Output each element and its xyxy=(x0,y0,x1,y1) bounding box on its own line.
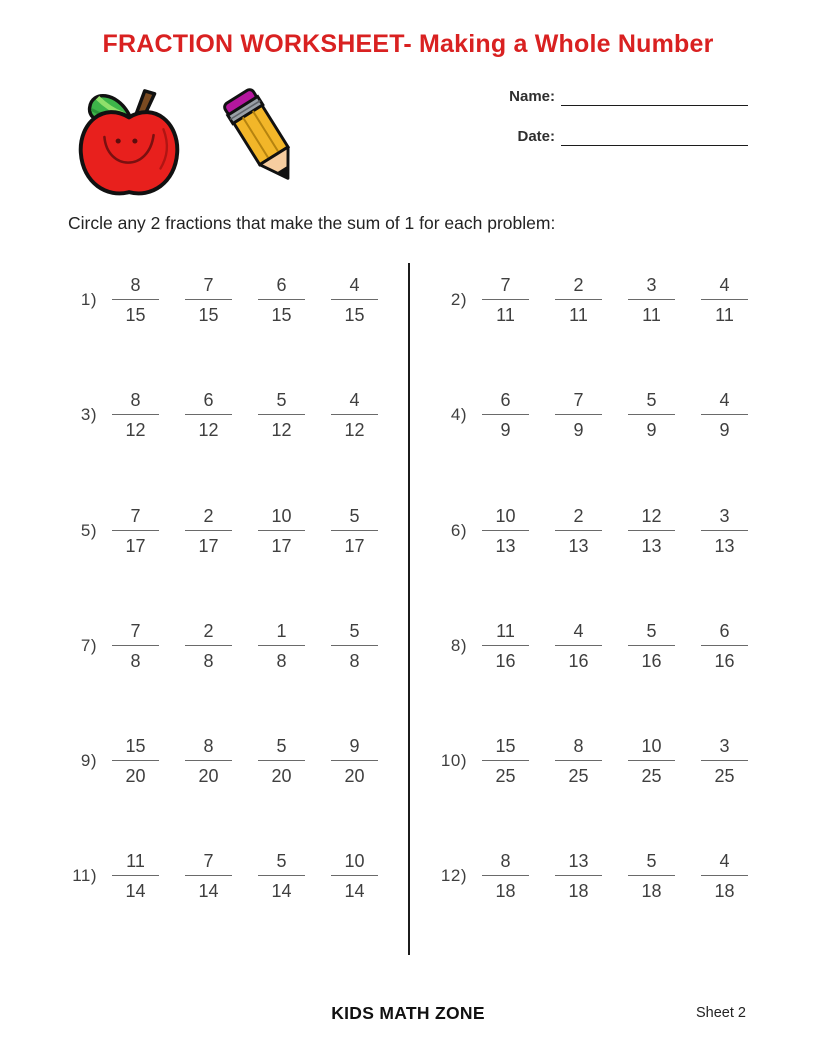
problem-row xyxy=(64,494,409,609)
fraction-numerator: 7 xyxy=(573,390,584,411)
fraction-numerator: 2 xyxy=(573,505,584,526)
problem-row xyxy=(434,609,779,724)
fraction-denominator: 20 xyxy=(344,766,365,787)
fraction-numerator: 10 xyxy=(641,736,662,757)
fraction[interactable] xyxy=(331,389,378,441)
fraction-numerator: 8 xyxy=(203,736,214,757)
fractions-group xyxy=(112,505,378,557)
pencil-clipart-svg xyxy=(210,86,318,194)
problem-number: 9) xyxy=(80,751,97,771)
fraction[interactable] xyxy=(331,505,378,557)
fraction[interactable] xyxy=(258,850,305,902)
fraction-numerator: 4 xyxy=(719,851,730,872)
problem-row xyxy=(434,494,779,609)
fraction[interactable] xyxy=(628,274,675,326)
fraction[interactable] xyxy=(701,389,748,441)
fraction-denominator: 13 xyxy=(714,535,735,556)
fraction-numerator: 8 xyxy=(130,390,141,411)
problem-number: 10) xyxy=(440,751,467,771)
fraction-denominator: 20 xyxy=(271,766,292,787)
fraction-denominator: 8 xyxy=(276,650,287,671)
fraction-numerator: 4 xyxy=(719,390,730,411)
fraction[interactable] xyxy=(628,850,675,902)
fraction[interactable] xyxy=(331,620,378,672)
fraction-denominator: 11 xyxy=(496,305,515,325)
fraction-denominator: 25 xyxy=(641,766,662,787)
fraction-denominator: 17 xyxy=(271,535,292,556)
fraction[interactable] xyxy=(112,735,159,787)
fraction-numerator: 8 xyxy=(500,851,511,872)
fraction-numerator: 7 xyxy=(500,275,511,295)
fraction[interactable] xyxy=(555,620,602,672)
fraction-denominator: 20 xyxy=(125,766,146,787)
fraction[interactable] xyxy=(555,274,602,326)
fraction[interactable] xyxy=(628,389,675,441)
fraction-denominator: 13 xyxy=(641,535,662,556)
fraction-denominator: 25 xyxy=(714,766,735,787)
fraction[interactable] xyxy=(628,620,675,672)
fraction-numerator: 6 xyxy=(203,390,214,411)
fraction-numerator: 11 xyxy=(496,620,515,641)
fraction-numerator: 15 xyxy=(495,736,516,757)
fraction-numerator: 2 xyxy=(203,620,214,641)
fraction[interactable] xyxy=(555,389,602,441)
problem-row xyxy=(434,263,779,378)
fraction-numerator: 8 xyxy=(573,736,584,757)
fraction-denominator: 14 xyxy=(125,881,146,902)
fraction-denominator: 20 xyxy=(198,766,219,787)
problem-number: 7) xyxy=(80,635,97,655)
fraction-denominator: 9 xyxy=(573,420,584,441)
fraction[interactable] xyxy=(701,274,748,326)
fraction-numerator: 5 xyxy=(349,620,360,641)
problems-column-left xyxy=(64,263,409,955)
fraction-numerator: 4 xyxy=(349,390,360,411)
problem-number: 8) xyxy=(450,635,467,655)
fraction-denominator: 18 xyxy=(568,881,589,902)
fraction[interactable] xyxy=(112,620,159,672)
fraction-denominator: 17 xyxy=(125,535,146,556)
fraction-denominator: 12 xyxy=(344,420,365,441)
fraction-denominator: 9 xyxy=(500,420,511,441)
fraction[interactable] xyxy=(628,505,675,557)
fractions-group xyxy=(482,389,748,441)
fraction[interactable] xyxy=(331,274,378,326)
fraction-numerator: 5 xyxy=(646,851,657,872)
fraction-denominator: 25 xyxy=(568,766,589,787)
fraction[interactable] xyxy=(185,620,232,672)
fraction-denominator: 18 xyxy=(714,881,735,902)
fraction[interactable] xyxy=(112,850,159,902)
fraction-denominator: 14 xyxy=(271,881,292,902)
problem-row xyxy=(434,378,779,493)
fraction-denominator: 15 xyxy=(344,305,365,325)
fraction[interactable] xyxy=(112,505,159,557)
fraction-numerator: 11 xyxy=(126,851,145,872)
fraction[interactable] xyxy=(185,735,232,787)
fraction-numerator: 7 xyxy=(203,851,214,872)
fraction-numerator: 3 xyxy=(646,275,657,295)
fraction-numerator: 7 xyxy=(203,275,214,295)
date-input-line[interactable] xyxy=(561,130,748,146)
fraction-denominator: 17 xyxy=(198,535,219,556)
fraction[interactable] xyxy=(701,850,748,902)
fractions-group xyxy=(112,274,378,326)
fraction-numerator: 3 xyxy=(719,736,730,757)
problem-number: 1) xyxy=(80,290,97,309)
fractions-group xyxy=(482,850,748,902)
problem-row xyxy=(64,609,409,724)
fraction[interactable] xyxy=(258,620,305,672)
fraction-denominator: 13 xyxy=(495,535,516,556)
fraction[interactable] xyxy=(701,505,748,557)
fraction-numerator: 7 xyxy=(130,505,141,526)
fraction-numerator: 7 xyxy=(130,620,141,641)
fraction-denominator: 8 xyxy=(203,650,214,671)
footer-brand: KIDS MATH ZONE xyxy=(331,1003,485,1023)
fraction[interactable] xyxy=(482,620,529,672)
fraction[interactable] xyxy=(331,735,378,787)
problem-row xyxy=(434,839,779,954)
fraction-numerator: 5 xyxy=(646,620,657,641)
fraction-denominator: 15 xyxy=(125,305,146,325)
fraction-numerator: 5 xyxy=(276,736,287,757)
date-field-row xyxy=(505,128,748,146)
fraction-numerator: 3 xyxy=(719,505,730,526)
name-label: Name: xyxy=(509,88,555,105)
instruction-text: Circle any 2 fractions that make the sum of 1 for each problem: xyxy=(68,213,556,233)
fraction-denominator: 14 xyxy=(198,881,219,902)
fraction[interactable] xyxy=(258,274,305,326)
fractions-group xyxy=(482,505,748,557)
fraction-denominator: 12 xyxy=(271,420,292,441)
fraction-denominator: 15 xyxy=(271,305,292,325)
problems-column-right xyxy=(434,263,779,955)
fraction[interactable] xyxy=(701,620,748,672)
fraction[interactable] xyxy=(112,274,159,326)
name-field-row xyxy=(505,88,748,106)
fraction[interactable] xyxy=(258,389,305,441)
fraction[interactable] xyxy=(482,505,529,557)
fractions-group xyxy=(112,850,378,902)
fraction[interactable] xyxy=(185,274,232,326)
fraction-denominator: 14 xyxy=(344,881,365,902)
fraction-numerator: 5 xyxy=(276,851,287,872)
fraction-numerator: 10 xyxy=(344,851,365,872)
fraction-numerator: 15 xyxy=(125,736,146,757)
fraction-numerator: 5 xyxy=(276,390,287,411)
fraction[interactable] xyxy=(628,735,675,787)
fraction[interactable] xyxy=(185,505,232,557)
problem-number: 11) xyxy=(72,866,97,886)
fraction-numerator: 5 xyxy=(349,505,360,526)
fraction-denominator: 12 xyxy=(125,420,146,441)
fraction-denominator: 9 xyxy=(646,420,657,441)
fraction-numerator: 10 xyxy=(271,505,292,526)
fraction[interactable] xyxy=(258,735,305,787)
problem-row xyxy=(64,263,409,378)
date-label: Date: xyxy=(517,128,555,145)
pencil-icon xyxy=(210,86,318,194)
fractions-group xyxy=(482,274,748,326)
problem-number: 4) xyxy=(450,405,467,425)
fraction-denominator: 16 xyxy=(641,650,662,671)
fraction-numerator: 2 xyxy=(573,275,584,295)
fraction[interactable] xyxy=(555,850,602,902)
fraction[interactable] xyxy=(482,735,529,787)
problem-number: 12) xyxy=(440,866,467,886)
fraction-denominator: 8 xyxy=(349,650,360,671)
problem-row xyxy=(434,724,779,839)
fraction-numerator: 2 xyxy=(203,505,214,526)
fraction-denominator: 11 xyxy=(715,305,734,325)
footer-sheet-number: Sheet 2 xyxy=(696,1005,746,1021)
fraction-numerator: 4 xyxy=(719,275,730,295)
apple-icon xyxy=(70,82,188,200)
fraction-numerator: 6 xyxy=(719,620,730,641)
fraction-numerator: 1 xyxy=(276,620,287,641)
problem-row xyxy=(64,724,409,839)
fraction-numerator: 10 xyxy=(495,505,516,526)
problem-number: 5) xyxy=(80,520,97,540)
fractions-group xyxy=(482,620,748,672)
fraction[interactable] xyxy=(112,389,159,441)
fraction-numerator: 12 xyxy=(641,505,662,526)
fraction-numerator: 9 xyxy=(349,736,360,757)
fraction[interactable] xyxy=(701,735,748,787)
footer xyxy=(0,1003,816,1027)
fraction-denominator: 18 xyxy=(495,881,516,902)
problem-number: 3) xyxy=(80,405,97,425)
fraction[interactable] xyxy=(555,735,602,787)
fraction[interactable] xyxy=(331,850,378,902)
fraction-denominator: 17 xyxy=(344,535,365,556)
fraction[interactable] xyxy=(482,850,529,902)
fraction-numerator: 6 xyxy=(276,275,287,295)
fraction-denominator: 18 xyxy=(641,881,662,902)
problem-row xyxy=(64,839,409,954)
fraction-denominator: 16 xyxy=(714,650,735,671)
fraction[interactable] xyxy=(185,389,232,441)
fractions-group xyxy=(112,389,378,441)
fraction-denominator: 15 xyxy=(198,305,219,325)
fraction-numerator: 13 xyxy=(568,851,589,872)
fraction-numerator: 5 xyxy=(646,390,657,411)
problem-row xyxy=(64,378,409,493)
fraction-denominator: 12 xyxy=(198,420,219,441)
fraction-denominator: 25 xyxy=(495,766,516,787)
fraction-numerator: 8 xyxy=(130,275,141,295)
fractions-group xyxy=(112,620,378,672)
problem-number: 2) xyxy=(450,290,467,309)
fraction-denominator: 9 xyxy=(719,420,730,441)
fractions-group xyxy=(482,735,748,787)
fraction[interactable] xyxy=(185,850,232,902)
fraction-numerator: 4 xyxy=(349,275,360,295)
fraction-numerator: 4 xyxy=(573,620,584,641)
name-input-line[interactable] xyxy=(561,90,748,106)
fraction-denominator: 11 xyxy=(569,305,588,325)
fraction-denominator: 11 xyxy=(642,305,661,325)
apple-clipart-svg xyxy=(70,82,188,200)
header-clipart xyxy=(70,82,318,200)
fraction[interactable] xyxy=(555,505,602,557)
fraction-denominator: 16 xyxy=(568,650,589,671)
fraction[interactable] xyxy=(258,505,305,557)
fraction-numerator: 6 xyxy=(500,390,511,411)
problem-number: 6) xyxy=(450,520,467,540)
fraction[interactable] xyxy=(482,274,529,326)
fraction-denominator: 16 xyxy=(495,650,516,671)
column-divider-line xyxy=(408,263,410,955)
fraction-denominator: 8 xyxy=(130,650,141,671)
fraction-denominator: 13 xyxy=(568,535,589,556)
fractions-group xyxy=(112,735,378,787)
page-title: FRACTION WORKSHEET- Making a Whole Number xyxy=(102,30,714,58)
fraction[interactable] xyxy=(482,389,529,441)
fill-fields xyxy=(505,88,748,168)
